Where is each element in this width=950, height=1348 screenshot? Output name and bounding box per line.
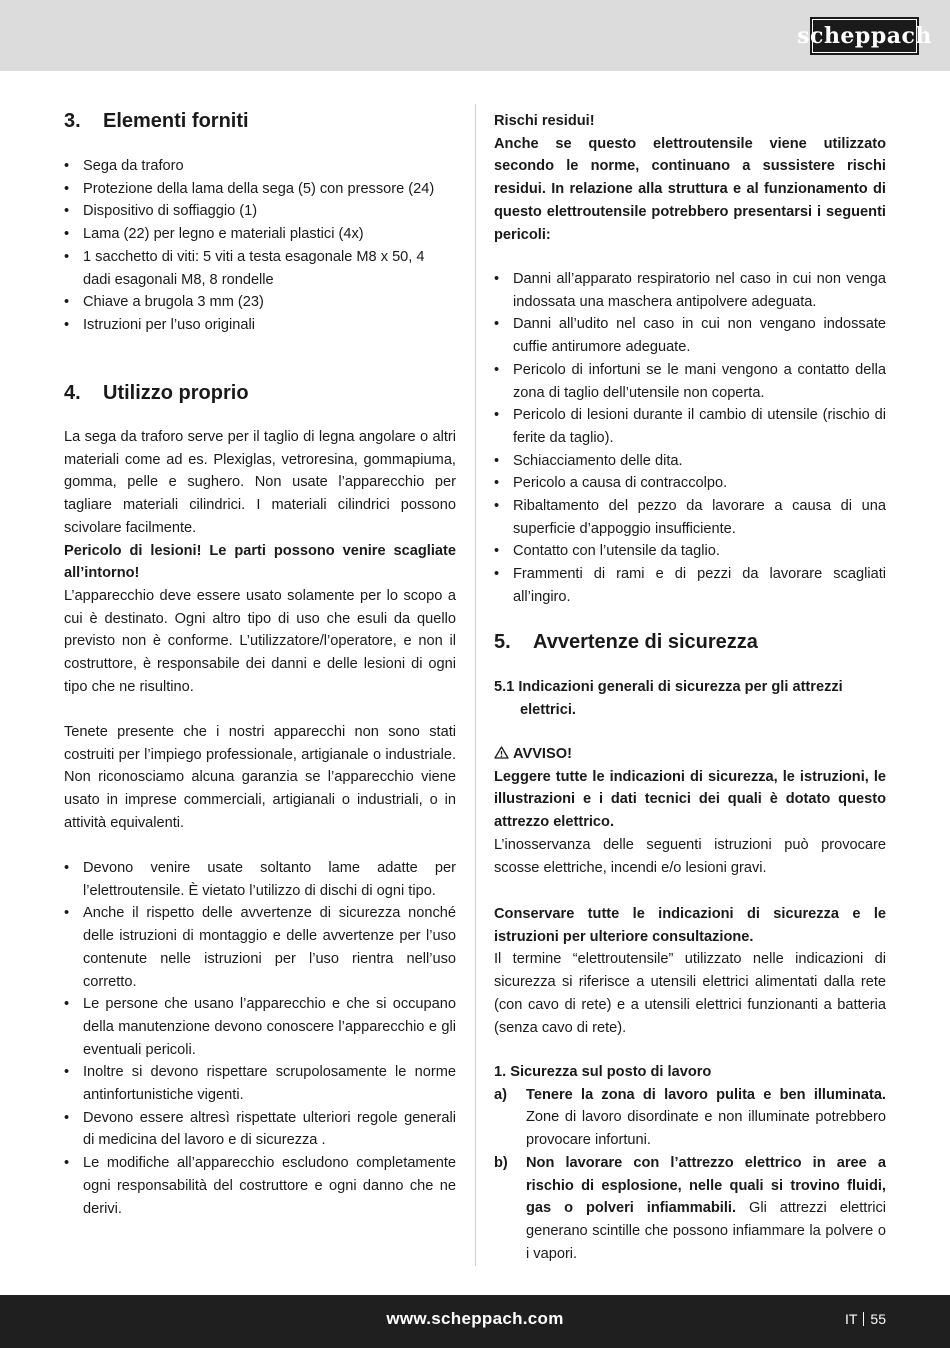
residual-risks-list [494, 268, 886, 609]
supplied-items-list [64, 155, 456, 337]
list-item: • Pericolo di infortuni se le mani vengono a contatto della zona di taglio dell’utensile non coperta. [494, 359, 886, 404]
list-item: • Lama (22) per legno e materiali plastici (4x) [64, 223, 456, 246]
workplace-safety-heading: 1. Sicurezza sul posto di lavoro [494, 1064, 712, 1080]
list-item: • Danni all’udito nel caso in cui non vengano indossate cuffie antirumore adeguate. [494, 313, 886, 358]
rule-a: a) Tenere la zona di lavoro pulita e ben illuminata. Zone di lavoro disordinate e non illuminate potrebbero provocare infortuni. [494, 1086, 886, 1149]
list-item: • Anche il rispetto delle avvertenze di sicurezza nonché delle istruzioni di montaggio e delle avvertenze per l’uso contenute nelle istruzioni per l’uso rientra nell’uso corretto. [64, 902, 456, 993]
list-item: • Contatto con l’utensile da taglio. [494, 540, 886, 563]
list-item: • Le persone che usano l’apparecchio e che si occupano della manutenzione devono conoscere l’apparecchio e gli eventuali pericoli. [64, 993, 456, 1061]
list-item: • 1 sacchetto di viti: 5 viti a testa esagonale M8 x 50, 4 dadi esagonali M8, 8 rondelle [64, 246, 456, 291]
section-3-heading: 3. Elementi forniti [64, 110, 249, 132]
professional-use-paragraph: Tenete presente che i nostri apparecchi non sono stati costruiti per l’impiego professionale, artigianale o industriale. Non riconosciamo alcuna garanzia se l’apparecchio viene usato in imprese commerciali, artigianali o industriali, o in attività equivalenti. [64, 724, 456, 831]
column-divider [475, 104, 476, 1266]
list-item: • Pericolo di lesioni durante il cambio di utensile (rischio di ferite da taglio). [494, 404, 886, 449]
list-item: • Inoltre si devono rispettare scrupolosamente le norme antinfortunistiche vigenti. [64, 1061, 456, 1106]
section-4-heading: 4. Utilizzo proprio [64, 382, 249, 404]
section-5-heading: 5. Avvertenze di sicurezza [494, 631, 758, 653]
non-compliance-text: L’inosservanza delle seguenti istruzioni può provocare scosse elettriche, incendi e/o lesioni gravi. [494, 836, 886, 876]
list-item: • Devono essere altresì rispettate ulteriori regole generali di medicina del lavoro e di sicurezza . [64, 1107, 456, 1152]
website-link[interactable]: www.scheppach.com [386, 1309, 564, 1328]
list-item: • Chiave a brugola 3 mm (23) [64, 291, 456, 314]
warning-triangle-icon [494, 746, 509, 759]
brand-logo: scheppach [810, 17, 919, 55]
list-item: • Ribaltamento del pezzo da lavorare a causa di una superficie d’appoggio insufficiente. [494, 495, 886, 540]
keep-instructions-heading: Conservare tutte le indicazioni di sicurezza e le istruzioni per ulteriore consultazione. [494, 906, 886, 945]
intended-use-paragraph: La sega da traforo serve per il taglio di legna angolare o altri materiali come ad es. Plexiglas, vetroresina, gommapiuma, gomma, pelle e sughero. Non usate l’apparecchio per tagliare materiali cilindrici. I materiali cilindrici possono scivolare facilmente. [64, 429, 456, 536]
list-item: • Le modifiche all’apparecchio escludono completamente ogni responsabilità del costruttore e ogni danno che ne derivi. [64, 1152, 456, 1220]
rule-b: b) Non lavorare con l’attrezzo elettrico in aree a rischio di esplosione, nelle quali si trovino fluidi, gas o polveri infiammabili. Gli attrezzi elettrici generano scintille che possono infiammare la polvere o i vapori. [494, 1154, 886, 1262]
list-item: • Dispositivo di soffiaggio (1) [64, 200, 456, 223]
list-item: • Schiacciamento delle dita. [494, 450, 886, 473]
list-item: • Protezione della lama della sega (5) con pressore (24) [64, 178, 456, 201]
subsection-5-1-heading: 5.1 Indicazioni generali di sicurezza per gli attrezzi elettrici. [494, 679, 843, 718]
injury-warning: Pericolo di lesioni! Le parti possono venire scagliate all’intorno! [64, 542, 456, 582]
footer-band [0, 1295, 950, 1348]
residual-risks-intro: Anche se questo elettroutensile viene utilizzato secondo le norme, continuano a sussistere rischi residui. In relazione alla struttura e al funzionamento di questo elettroutensile potrebbero presentarsi i seguenti pericoli: [494, 135, 886, 243]
list-item: • Danni all’apparato respiratorio nel caso in cui non venga indossata una maschera antipolvere adeguata. [494, 268, 886, 313]
page-number: IT 55 [844, 1311, 886, 1327]
power-tool-definition: Il termine “elettroutensile” utilizzato nelle indicazioni di sicurezza si riferisce a utensili elettrici alimentati dalla rete (con cavo di rete) e a utensili elettrici funzionanti a batteria (senza cavo di rete). [494, 951, 886, 1036]
list-item: • Pericolo a causa di contraccolpo. [494, 472, 886, 495]
usage-rules-list [64, 857, 456, 1220]
list-item: • Frammenti di rami e di pezzi da lavorare scagliati all’ingiro. [494, 563, 886, 608]
list-item: • Istruzioni per l’uso originali [64, 314, 456, 337]
list-item: • Devono venire usate soltanto lame adatte per l’elettroutensile. È vietato l’utilizzo di dischi di ogni tipo. [64, 857, 456, 902]
conformity-paragraph: L’apparecchio deve essere usato solamente per lo scopo a cui è destinato. Ogni altro tipo di uso che esuli da quello previsto non è conforme. L’utilizzatore/l’operatore, e non il costruttore, è responsabile dei danni e delle lesioni di ogni tipo che ne risultino. [64, 587, 456, 695]
avviso-label: AVVISO! [494, 743, 886, 766]
residual-risks-title: Rischi residui! [494, 113, 595, 129]
list-item: • Sega da traforo [64, 155, 456, 178]
read-instructions-warning: Leggere tutte le indicazioni di sicurezza, le istruzioni, le illustrazioni e i dati tecnici dei quali è dotato questo attrezzo elettrico. [494, 768, 886, 831]
